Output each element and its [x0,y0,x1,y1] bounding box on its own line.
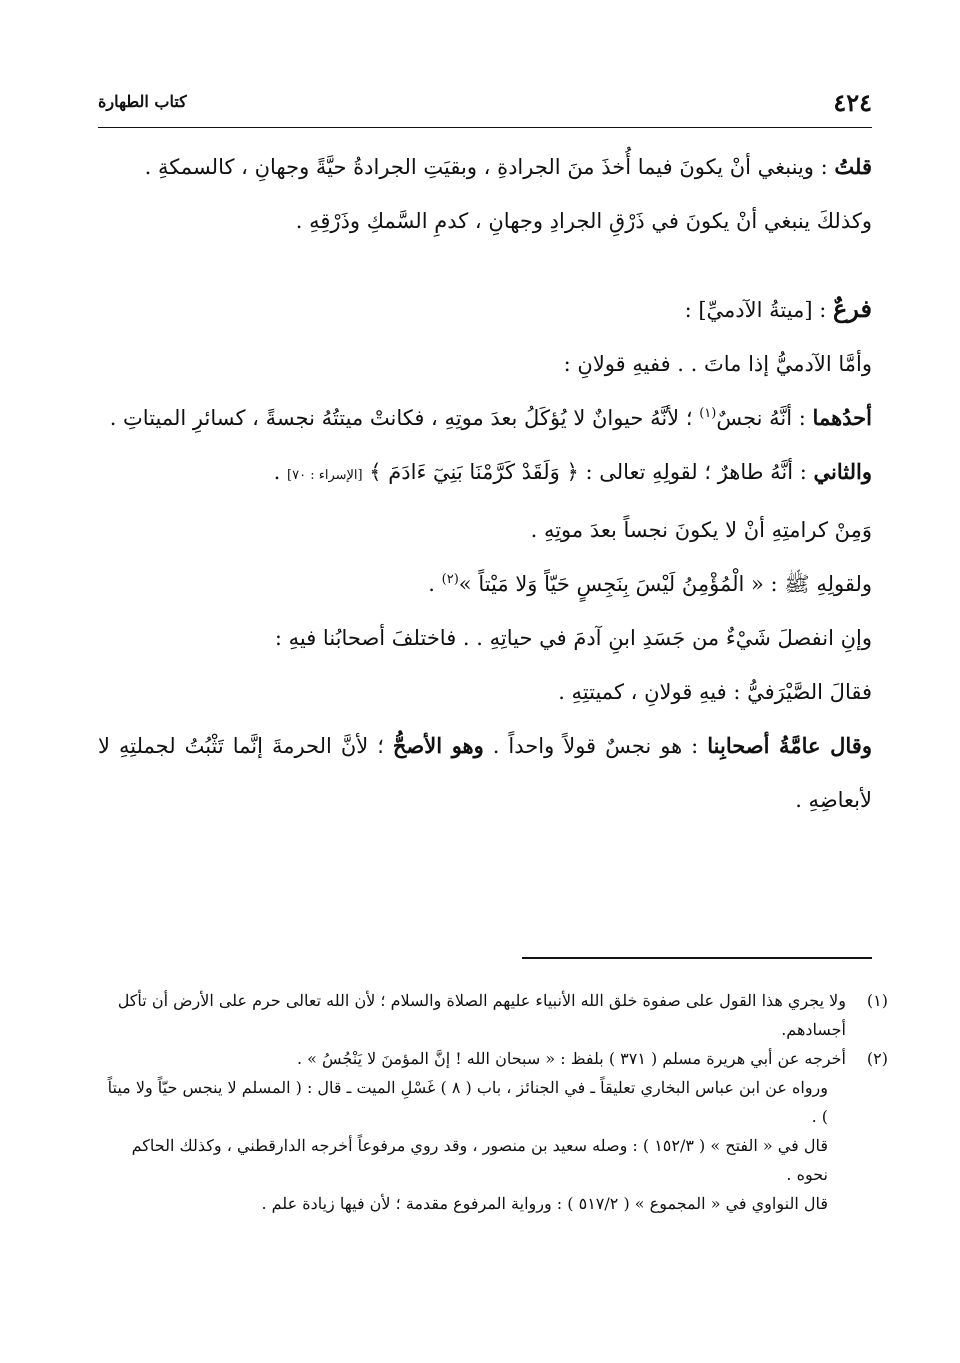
quran-reference: [الإسراء : ٧٠] [287,468,363,483]
paragraph-lead: أحدُهما [812,405,872,430]
paragraph-second-opinion [98,445,872,503]
footnote-text: قال النواوي في « المجموع » ( ٥١٧/٢ ) : ورواية المرفوع مقدمة ؛ لأن فيها زيادة علم . [261,1194,828,1213]
page-number: ٤٢٤ [833,88,872,117]
footnote-number: (١) [866,991,888,1010]
footnote-1 [98,986,888,1044]
paragraph-majority [98,719,872,827]
footnotes [98,986,888,1218]
paragraph-text: ولقولِهِ ﷺ : « الْمُؤْمِنُ لَيْسَ بِنَجِسٍ حَيّاً وَلا مَيْتاً » [458,572,872,596]
branch-title: : [ميتةُ الآدميِّ] : [684,298,833,322]
paragraph-text: : وينبغي أنْ يكونَ فيما أُخذَ منَ الجرادةِ ، وبقيَتِ الجرادةُ حيَّةً وجهانِ ، كالسمكةِ . [144,155,835,179]
paragraph-text: ؛ لأنَّ الحرمةَ إنَّما تَثْبُتُ لجملتِهِ لا لأبعاضِهِ . [98,734,872,812]
paragraph-separated-part: وإنِ انفصلَ شَيْءٌ من جَسَدِ ابنِ آدمَ في حياتِهِ . . فاختلفَ أصحابُنا فيهِ : [274,626,872,650]
paragraph-lead: قلتُ [834,154,872,179]
paragraph-text: : هو نجسٌ قولاً واحداً . [483,734,708,758]
paragraph-dharq: وكذلكَ ينبغي أنْ يكونَ في ذَرْقِ الجرادِ وجهانِ ، كدمِ السَّمكِ وذَرْقِهِ . [295,209,872,233]
paragraph-text: ؛ لأنَّهُ حيوانٌ لا يُؤكَلُ بعدَ موتِهِ ، فكانتْ ميتتُهُ نجسةً ، كسائرِ الميتاتِ . [109,406,700,430]
section-gap [98,248,872,282]
footnote-text: ولا يجري هذا القول على صفوة خلق الله الأنبياء عليهم الصلاة والسلام ؛ لأن الله تعالى حرم على الأرض أن تأكل أجسادهم. [117,991,846,1039]
paragraph-text: : أنَّهُ طاهرٌ ؛ لقولِهِ تعالى : ﴿ وَلَقَدْ كَرَّمْنَا بَنِيٓ ءَادَمَ ﴾ [362,460,814,484]
paragraph-text: : أنَّهُ نجسٌ [716,406,813,430]
footnote-text: ورواه عن ابن عباس البخاري تعليقاً ـ في الجنائز ، باب ( ٨ ) غَسْلِ الميت ـ قال : ( المسلم لا ينجس حيّاً ولا ميتاً ) . [107,1078,828,1126]
footnote-divider [522,957,872,959]
branch-label: فرعٌ [832,294,872,323]
paragraph-human-dead: وأمَّا الآدميُّ إذا ماتَ . . ففيهِ قولانِ : [563,352,872,376]
paragraph-qultu [98,140,872,194]
page-header [98,86,872,126]
footnote-marker-2[interactable]: (٢) [441,572,459,587]
header-divider [98,127,872,128]
book-title: كتاب الطهارة [98,92,187,111]
footnote-2 [98,1044,888,1073]
footnote-marker-1[interactable]: (١) [699,406,717,421]
paragraph-dignity: وَمِنْ كرامتِهِ أنْ لا يكونَ نجساً بعدَ موتِهِ . [530,518,872,542]
paragraph-first-opinion [98,391,872,445]
paragraph-sayrafi: فقالَ الصَّيْرَفيُّ : فيهِ قولانِ ، كميتتِهِ . [558,680,872,704]
paragraph-lead: وقال عامَّةُ أصحابِنا [707,733,872,758]
paragraph-hadith [98,557,872,611]
paragraph-lead: والثاني [813,459,872,484]
paragraph-text: . [273,460,288,484]
paragraph-text: . [428,572,442,596]
paragraph-emphasis: وهو الأصحُّ [392,733,484,758]
branch-heading [98,282,872,337]
footnote-text: قال في « الفتح » ( ١٥٢/٣ ) : وصله سعيد بن منصور ، وقد روي مرفوعاً أخرجه الدارقطني ، وكذلك الحاكم نحوه . [131,1136,828,1184]
main-text [98,140,872,827]
footnote-number: (٢) [866,1049,888,1068]
footnote-text: أخرجه عن أبي هريرة مسلم ( ٣٧١ ) بلفظ : « سبحان الله ! إنَّ المؤمنَ لا يَنْجُسُ » . [296,1049,846,1068]
